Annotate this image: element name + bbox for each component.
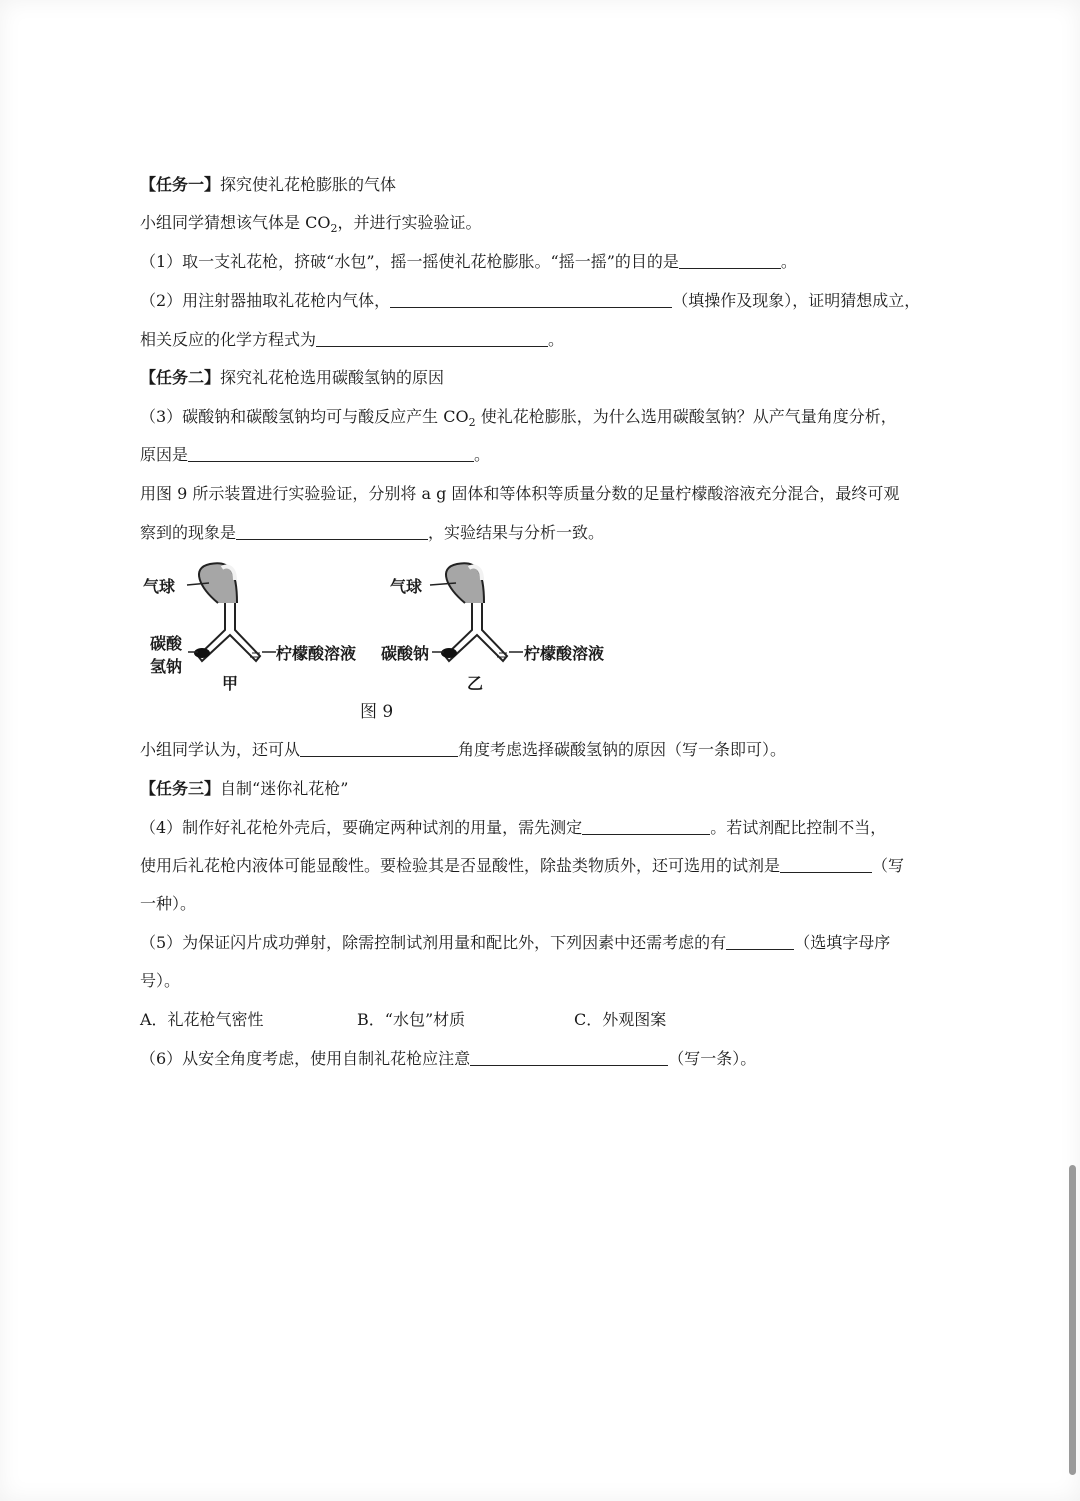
- question-6: [140, 1048, 756, 1070]
- task1-heading-text: 探究使礼花枪膨胀的气体: [220, 175, 397, 194]
- co2-subscript: 2: [468, 416, 476, 430]
- question-2-equation: [140, 329, 564, 351]
- label-balloon-yi: 气球: [390, 577, 423, 596]
- question-1-text: （1）取一支礼花枪，挤破“水包”，摇一摇使礼花枪膨胀。“摇一摇”的目的是: [140, 252, 679, 271]
- question-3-phenomenon-blank[interactable]: [236, 523, 428, 540]
- question-1-tail: 。: [780, 252, 797, 271]
- question-3: [140, 406, 897, 428]
- option-c: C．外观图案: [574, 1010, 667, 1029]
- question-1-blank[interactable]: [679, 252, 781, 269]
- option-b: B．“水包”材质: [357, 1010, 466, 1029]
- question-2-text: （2）用注射器抽取礼花枪内气体，: [140, 291, 391, 310]
- question-4-blank[interactable]: [582, 818, 710, 835]
- question-5: [140, 932, 890, 954]
- task3-heading: [140, 778, 348, 800]
- task3-heading-bracket: 【任务三】: [140, 779, 221, 798]
- question-2: [140, 290, 920, 312]
- question-3-angle: [140, 739, 786, 761]
- label-solution-yi: 柠檬酸溶液: [524, 644, 605, 663]
- question-2-equation-blank[interactable]: [316, 330, 548, 347]
- task1-heading: [140, 174, 396, 196]
- task1-intro-tail: ，并进行实验验证。: [337, 213, 482, 232]
- question-4-text: （4）制作好礼花枪外壳后，要确定两种试剂的用量，需先测定: [140, 818, 583, 837]
- question-5-text: （5）为保证闪片成功弹射，除需控制试剂用量和配比外，下列因素中还需考虑的有: [140, 933, 727, 952]
- question-4-indicator-text: 使用后礼花枪内液体可能显酸性。要检验其是否显酸性，除盐类物质外，还可选用的试剂是: [140, 856, 781, 875]
- task1-intro-text: 小组同学猜想该气体是 CO: [140, 213, 331, 232]
- question-3-phenomenon-tail: ，实验结果与分析一致。: [428, 523, 605, 542]
- task2-heading: [140, 367, 444, 389]
- question-4-indicator-blank[interactable]: [780, 856, 872, 873]
- question-6-text: （6）从安全角度考虑，使用自制礼花枪应注意: [140, 1049, 471, 1068]
- question-3-angle-text: 小组同学认为，还可从: [140, 740, 301, 759]
- figure-caption: 图 9: [360, 702, 394, 722]
- question-3-phenomenon-text: 察到的现象是: [140, 523, 237, 542]
- question-2-equation-text: 相关反应的化学方程式为: [140, 330, 317, 349]
- question-3-reason-blank[interactable]: [188, 445, 474, 462]
- question-4-indicator-tail: （写: [872, 856, 905, 875]
- question-3-reason-tail: 。: [474, 445, 491, 464]
- question-4-tail: 。若试剂配比控制不当，: [710, 818, 887, 837]
- scrollbar-thumb[interactable]: [1069, 1165, 1076, 1475]
- question-3-angle-tail: 角度考虑选择碳酸氢钠的原因（写一条即可）。: [458, 740, 787, 759]
- label-apparatus-jia: 甲: [222, 674, 239, 693]
- question-3-experiment: 用图 9 所示装置进行实验验证，分别将 a g 固体和等体积等质量分数的足量柠檬酸溶液充分混合，最终可观: [140, 484, 900, 503]
- question-4-indicator: [140, 855, 904, 877]
- label-solid-yi: 碳酸钠: [381, 644, 430, 663]
- question-4-end: 一种）。: [140, 894, 197, 913]
- label-solid-jia-2: 氢钠: [150, 657, 183, 676]
- question-5-end: 号）。: [140, 971, 181, 990]
- task1-heading-bracket: 【任务一】: [140, 175, 221, 194]
- question-3-reason: [140, 444, 490, 466]
- label-solid-jia-1: 碳酸: [150, 634, 183, 653]
- question-4: [140, 817, 886, 839]
- question-5-blank[interactable]: [726, 933, 794, 950]
- question-3-phenomenon: [140, 522, 604, 544]
- option-a: A．礼花枪气密性: [140, 1010, 264, 1029]
- question-3-reason-text: 原因是: [140, 445, 189, 464]
- task2-heading-text: 探究礼花枪选用碳酸氢钠的原因: [220, 368, 445, 387]
- question-6-tail: （写一条）。: [668, 1049, 757, 1068]
- task3-heading-text: 自制“迷你礼花枪”: [220, 779, 349, 798]
- question-2-equation-tail: 。: [548, 330, 565, 349]
- question-5-tail: （选填字母序: [794, 933, 891, 952]
- question-3-text: （3）碳酸钠和碳酸氢钠均可与酸反应产生 CO: [140, 407, 469, 426]
- label-apparatus-yi: 乙: [467, 674, 484, 693]
- label-solution-jia: 柠檬酸溶液: [276, 644, 357, 663]
- task1-intro: [140, 212, 481, 234]
- question-1: [140, 251, 797, 273]
- apparatus-jia: [187, 563, 276, 661]
- question-2-blank[interactable]: [390, 291, 672, 308]
- task2-heading-bracket: 【任务二】: [140, 368, 221, 387]
- question-3-angle-blank[interactable]: [300, 740, 458, 757]
- question-6-blank[interactable]: [470, 1049, 668, 1066]
- co2-subscript: 2: [330, 222, 338, 236]
- label-balloon-jia: 气球: [143, 577, 176, 596]
- apparatus-yi: [430, 563, 523, 661]
- question-3-tail: 使礼花枪膨胀，为什么选用碳酸氢钠？从产气量角度分析，: [475, 407, 897, 426]
- question-2-tail: （填操作及现象），证明猜想成立，: [672, 291, 921, 310]
